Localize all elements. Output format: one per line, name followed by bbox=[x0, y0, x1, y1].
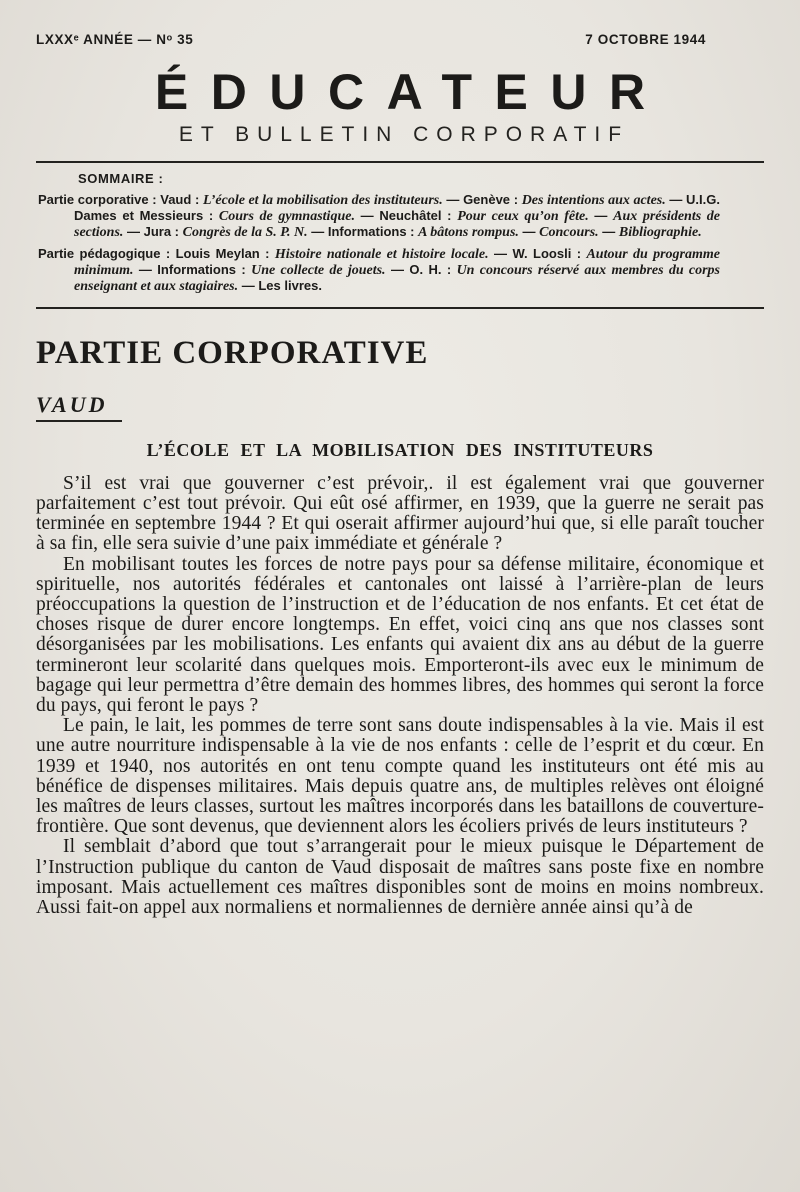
sommaire-segment: Congrès de la S. P. N. bbox=[182, 224, 308, 240]
article bbox=[36, 335, 764, 918]
sommaire-segment: Des intentions aux actes. bbox=[521, 193, 666, 208]
article-paragraph: En mobilisant toutes les forces de notre pays pour sa défense militaire, économique et spirituelle, nos autorités fédérales et cantonales ont laissé à l’arrière-plan de leurs préoccupations la question de l’instruction et de l’éducation de nos enfants. Et cet état de choses risque de durer encore longtemps. En effet, voici cinq ans que nos classes sont désorganisées par les mobilisations. Les enfants qui avaient dix ans au début de la guerre termineront leur scolarité dans quelques mois. Emporteront-ils avec eux le minimum de bagage qui leur permettra d’être demain des hommes libres, des hommes qui seront la force du pays, qui feront le pays ? bbox=[36, 553, 764, 717]
publication-title: ÉDUCATEUR bbox=[154, 64, 668, 120]
sommaire-segment: — bbox=[588, 207, 614, 223]
sommaire-entry bbox=[38, 193, 720, 240]
sommaire-segment: — Genève : bbox=[442, 192, 522, 207]
sommaire-segment: Vaud : bbox=[156, 192, 203, 207]
publication-subtitle: ET BULLETIN CORPORATIF bbox=[178, 123, 630, 146]
masthead bbox=[36, 28, 764, 147]
article-paragraph: S’il est vrai que gouverner c’est prévoir,. il est également vrai que gouverner parfaitement c’est tout prévoir. Qui eût osé affirmer, en 1939, que la guerre ne serait pas terminée en septembre 1944 ? Et qui oserait affirmer aujourd’hui que, si elle paraît toucher à sa fin, elle sera suivie d’une paix immédiate et générale ? bbox=[36, 472, 764, 555]
sommaire-segment: A bâtons rompus. bbox=[418, 224, 519, 240]
sommaire-segment: — W. Loosli : bbox=[488, 246, 587, 262]
sommaire-entry bbox=[38, 247, 720, 294]
sommaire-entry-label: Partie pédagogique : bbox=[38, 246, 171, 262]
sommaire-segment: — bbox=[598, 223, 619, 239]
article-paragraph: Il semblait d’abord que tout s’arrangerait pour le mieux puisque le Département de l’Instruction publique du canton de Vaud disposait de maîtres sans poste fixe en nombre imposant. Mais actuellement ces maîtres disponibles sont de moins en moins nombreux. Aussi fait-on appel aux normaliens et normaliennes de dernière année ainsi qu’à de bbox=[36, 836, 764, 919]
divider-bottom bbox=[36, 307, 764, 309]
sommaire-label: SOMMAIRE : bbox=[78, 171, 164, 186]
article-title: L’ÉCOLE ET LA MOBILISATION DES INSTITUTEURS bbox=[146, 439, 654, 460]
sommaire-segment: Autour du programme minimum. bbox=[74, 247, 720, 279]
sommaire bbox=[38, 171, 762, 295]
region-heading-row bbox=[36, 392, 764, 422]
sommaire-segment: — bbox=[518, 223, 540, 239]
issue-row bbox=[36, 28, 764, 47]
sommaire-segment: Un concours réservé aux membres du corps enseignant et aux stagiaires. bbox=[74, 263, 721, 294]
sommaire-segment: L’école et la mobilisation des instituteurs. bbox=[202, 193, 443, 208]
sommaire-segment: — Jura : bbox=[123, 223, 183, 239]
sommaire-segment: Histoire nationale et histoire locale. bbox=[274, 247, 489, 263]
sommaire-segment: — Informations : bbox=[133, 262, 252, 278]
sommaire-segment: Concours. bbox=[539, 224, 599, 240]
sommaire-segment: Aux présidents de sections. bbox=[74, 208, 720, 240]
sommaire-entries bbox=[38, 193, 762, 295]
sommaire-segment: Une collecte de jouets. bbox=[251, 263, 386, 279]
issue-number: LXXXᵉ ANNÉE — Nᵒ 35 bbox=[36, 32, 194, 47]
article-body bbox=[36, 474, 764, 918]
sommaire-segment: Pour ceux qu’on fête. bbox=[457, 208, 589, 224]
divider-top bbox=[36, 161, 764, 163]
sommaire-segment: Louis Meylan : bbox=[170, 246, 275, 262]
section-heading: PARTIE CORPORATIVE bbox=[36, 334, 429, 371]
sommaire-entry-label: Partie corporative : bbox=[38, 192, 157, 207]
sommaire-segment: — U.I.G. Dames et Messieurs : bbox=[74, 192, 720, 223]
sommaire-segment: — Informations : bbox=[307, 223, 419, 239]
sommaire-segment: Cours de gymnastique. bbox=[218, 208, 355, 224]
sommaire-segment: Bibliographie. bbox=[618, 224, 702, 240]
sommaire-segment: — Les livres. bbox=[238, 277, 322, 293]
sommaire-segment: — O. H. : bbox=[385, 262, 457, 278]
article-paragraph: Le pain, le lait, les pommes de terre sont sans doute indispensables à la vie. Mais il est une autre nourriture indispensable à la vie de nos enfants : celle de l’esprit et du cœur. En 1939 et 1940, nos autorités en ont tenu compte quand les instituteurs ont été mis au bénéfice de dispenses militaires. Mais depuis quatre ans, de multiples relèves ont éloigné les maîtres de leurs classes, surtout les maîtres incorporés dans les bataillons de couverture-frontière. Que sont devenus, que deviennent alors les écoliers privés de leurs instituteurs ? bbox=[36, 715, 764, 838]
issue-date: 7 OCTOBRE 1944 bbox=[585, 32, 706, 47]
region-heading: VAUD bbox=[36, 392, 122, 422]
sommaire-segment: — Neuchâtel : bbox=[354, 207, 458, 223]
